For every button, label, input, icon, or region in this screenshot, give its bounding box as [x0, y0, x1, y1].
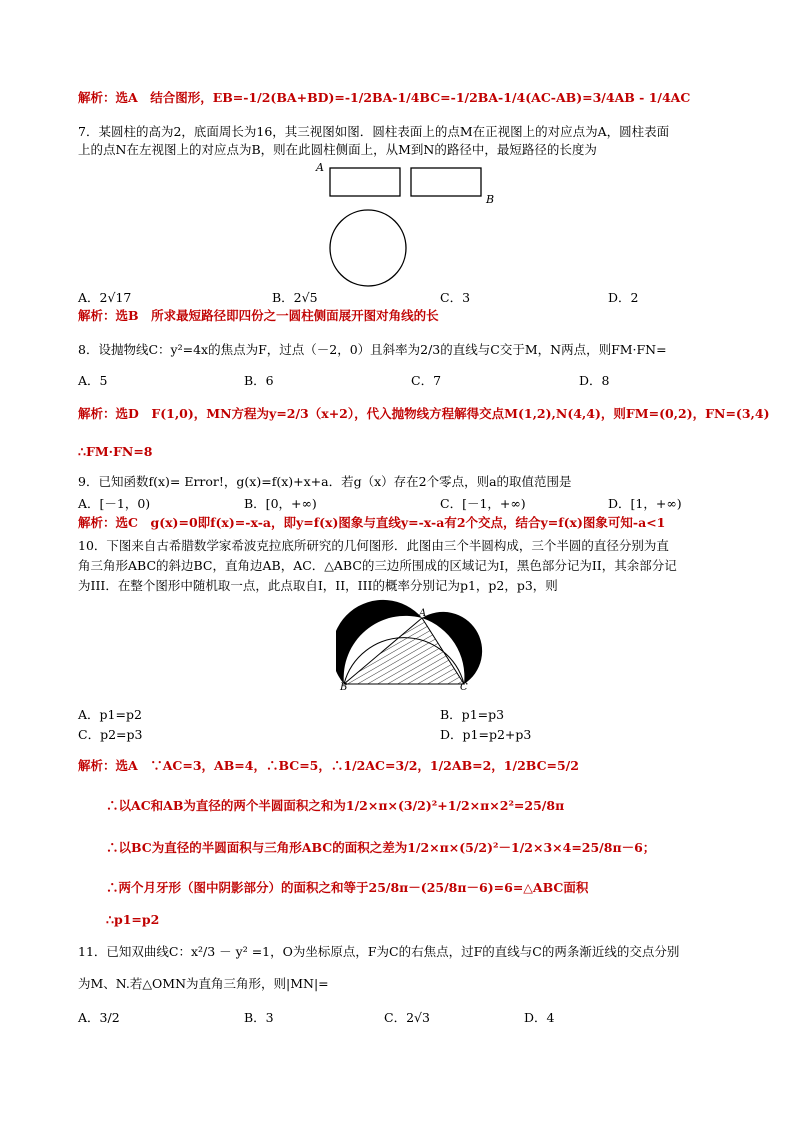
q7-line2: 上的点N在左视图上的对应点为B，则在此圆柱侧面上，从M到N的路径中，最短路径的长度为	[78, 142, 597, 157]
q9-line1: 9．已知函数f(x)= Error!，g(x)=f(x)+x+a．若g（x）存在2个零点，则a的取值范围是	[78, 474, 572, 489]
q10-line1: 10．下图来自古希腊数学家希波克拉底所研究的几何图形．此图由三个半圆构成，三个半圆的直径分别为直	[78, 538, 669, 553]
q10-answer-4: ∴两个月牙形（图中阴影部分）的面积之和等于25/8π－(25/8π－6)=6=△ABC面积	[106, 880, 589, 895]
q10-answer-2: ∴以AC和AB为直径的两个半圆面积之和为1/2×π×(3/2)²+1/2×π×2²=25/8π	[106, 798, 565, 813]
q10-line2: 角三角形ABC的斜边BC，直角边AB，AC．△ABC的三边所围成的区域记为I，黑色部分记为II，其余部分记	[78, 558, 677, 573]
q9-option-a: A．[－1，0)	[78, 496, 151, 511]
q10-answer-5: ∴p1=p2	[106, 912, 160, 927]
q7-answer: 解析：选B 所求最短路径即四份之一圆柱侧面展开图对角线的长	[78, 308, 439, 323]
q8-answer-1: 解析：选D F(1,0)，MN方程为y=2/3（x+2），代入抛物线方程解得交点M(1,2),N(4,4)，则FM=(0,2)，FN=(3,4)	[78, 406, 770, 421]
q10-answer-1: 解析：选A ∵AC=3，AB=4，∴BC=5，∴1/2AC=3/2，1/2AB=2，1/2BC=5/2	[78, 758, 579, 773]
q10-answer-3: ∴以BC为直径的半圆面积与三角形ABC的面积之差为1/2×π×(5/2)²－1/2×3×4=25/8π－6；	[106, 840, 656, 855]
q9-option-c: C．[－1，+∞)	[440, 496, 526, 511]
q8-option-d: D．8	[579, 373, 610, 388]
q10-option-b: B．p1=p3	[440, 707, 505, 722]
q11-line2: 为M、N.若△OMN为直角三角形，则|MN|=	[78, 976, 329, 991]
q11-option-c: C．2√3	[384, 1010, 430, 1025]
q6-formula: EB=-1/2(BA+BD)=-1/2BA-1/4BC=-1/2BA-1/4(AC-AB)=3/4AB - 1/4AC	[212, 90, 691, 105]
q7-option-c: C．3	[440, 290, 471, 305]
q8-answer-2: ∴FM·FN=8	[78, 444, 153, 459]
q11-option-d: D．4	[524, 1010, 555, 1025]
q7-line1: 7．某圆柱的高为2，底面周长为16，其三视图如图．圆柱表面上的点M在正视图上的对应点为A，圆柱表面	[78, 124, 670, 139]
q8-option-a: A．5	[78, 373, 108, 388]
q8-line1: 8．设抛物线C：y²=4x的焦点为F，过点（－2，0）且斜率为2/3的直线与C交于M，N两点，则FM·FN=	[78, 342, 667, 357]
q10-label-b: B	[340, 682, 348, 693]
q11-option-a: A．3/2	[78, 1010, 120, 1025]
q7-side-view	[411, 168, 481, 196]
q7-front-view	[330, 168, 400, 196]
q7-top-view	[330, 210, 406, 286]
q8-option-b: B．6	[244, 373, 274, 388]
q8-option-c: C．7	[411, 373, 442, 388]
q6-answer-label: 解析：选A 结合图形，	[78, 90, 213, 105]
q9-answer: 解析：选C g(x)=0即f(x)=-x-a，即y=f(x)图象与直线y=-x-a有2个交点，结合y=f(x)图象可知-a<1	[78, 515, 666, 530]
q9-option-d: D．[1，+∞)	[608, 496, 682, 511]
q7-option-b: B．2√5	[272, 290, 318, 305]
q9-option-b: B．[0，+∞)	[244, 496, 317, 511]
q10-label-a: A	[419, 608, 427, 619]
q10-option-c: C．p2=p3	[78, 727, 143, 742]
q10-label-c: C	[460, 682, 468, 693]
q7-option-d: D．2	[608, 290, 639, 305]
q6-answer	[78, 90, 690, 106]
q11-option-b: B．3	[244, 1010, 274, 1025]
q11-line1: 11．已知双曲线C：x²/3 － y² =1，O为坐标原点，F为C的右焦点，过F的直线与C的两条渐近线的交点分别	[78, 944, 680, 959]
q7-option-a: A．2√17	[78, 290, 132, 305]
q7-label-b: B	[486, 193, 495, 206]
q10-line3: 为III．在整个图形中随机取一点，此点取自I，II，III的概率分别记为p1，p2，p3，则	[78, 578, 558, 593]
q10-option-a: A．p1=p2	[78, 707, 142, 722]
q10-option-d: D．p1=p2+p3	[440, 727, 532, 742]
q7-label-a: A	[316, 161, 324, 174]
q7-three-view-figure	[318, 158, 498, 288]
